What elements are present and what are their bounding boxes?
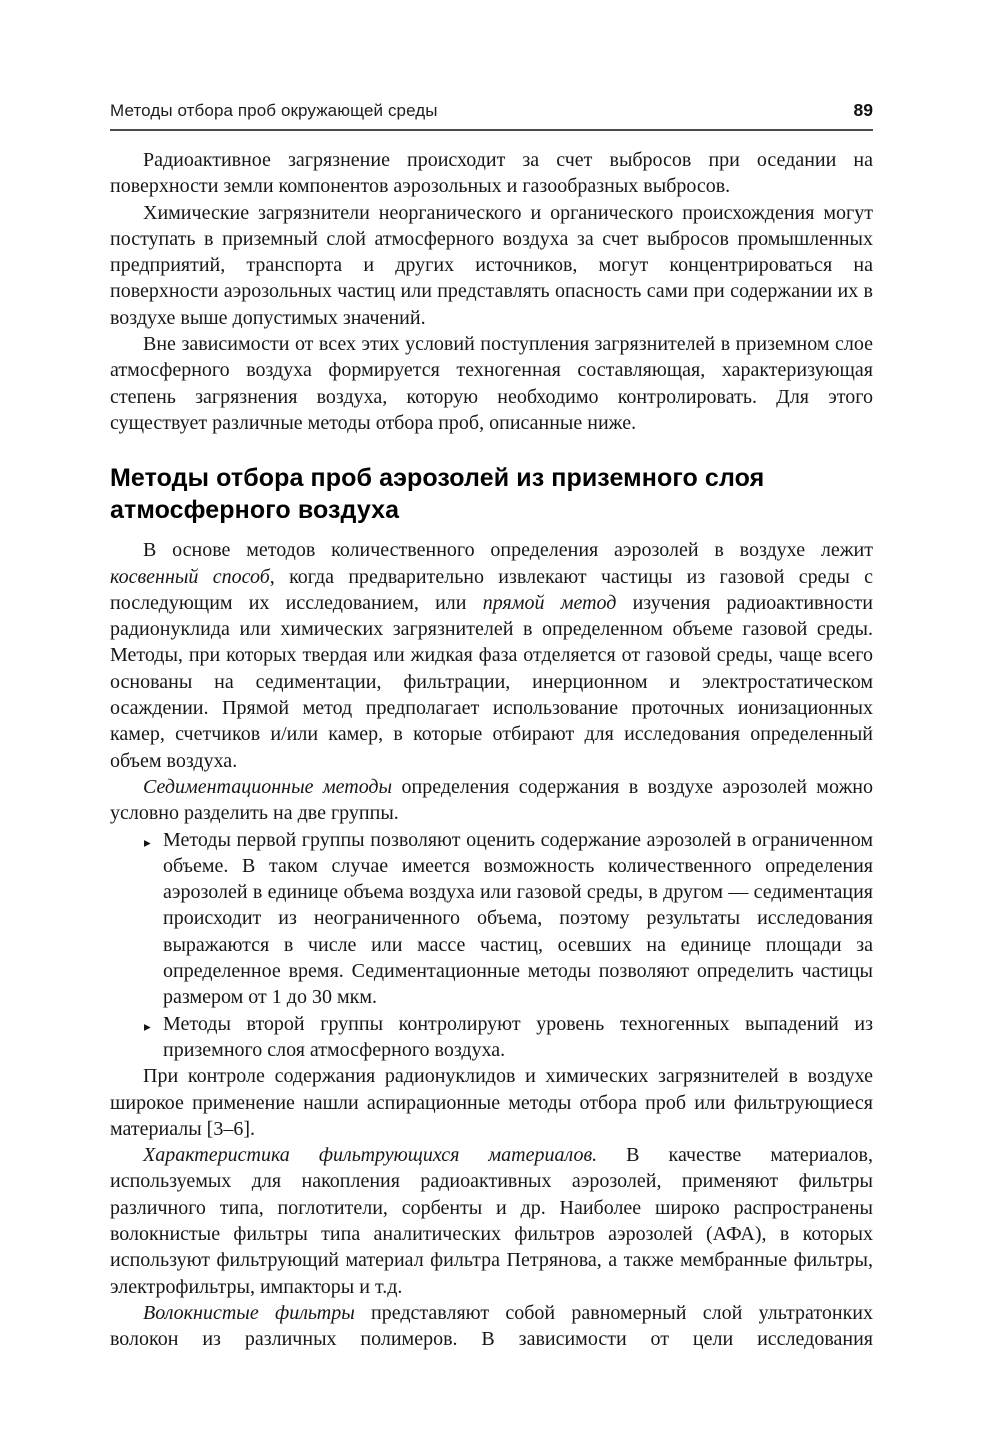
italic-text: Седиментационные методы (143, 775, 393, 798)
text: , когда предварительно извлекают частицы из газовой среды с последующим их исследованием, или (110, 565, 874, 614)
text: Методы первой группы позволяют оценить содержание аэрозолей в ограниченном объеме. В таком случае имеется возможность количественного определения аэрозолей в единице объема воздуха или газовой среды, в другом — седиментация происходит из неограниченного объема, поэтому результаты исследования выражаются в числе или массе частиц, осевших на единице площади за определенное время. Седиментационные методы позволяют определить частицы размером от 1 до 30 мкм. (163, 828, 873, 1009)
paragraph (110, 147, 873, 200)
paragraph (110, 537, 873, 774)
text: При контроле содержания радионуклидов и химических загрязнителей в воздухе широкое применение нашли аспирационные методы отбора проб или фильтрующиеся материалы [3–6]. (110, 1065, 873, 1140)
triangle-bullet-icon: ▸ (144, 1018, 151, 1035)
text: Радиоактивное загрязнение происходит за счет выбросов при оседании на поверхности земли компонентов аэрозольных и газообразных выбросов. (110, 149, 873, 198)
italic-text: Характеристика фильтрующихся материалов. (143, 1144, 598, 1167)
list-item (110, 1011, 873, 1064)
paragraph (110, 1142, 873, 1300)
triangle-bullet-icon: ▸ (144, 834, 151, 851)
text: Химические загрязнители неорганического и органического происхождения могут поступать в приземный слой атмосферного воздуха за счет выбросов промышленных предприятий, транспорта и других источников, могут концентрироваться на поверхности аэрозольных частиц или представлять опасность сами при содержании их в воздухе выше допустимых значений. (110, 201, 873, 329)
paragraph (110, 331, 873, 436)
paragraph (110, 1063, 873, 1142)
text: определения содержания в воздухе аэрозолей можно условно разделить на две группы. (110, 775, 873, 825)
list-item (110, 827, 873, 1011)
paragraph (110, 774, 873, 827)
page-header (110, 100, 873, 121)
list-item-text (163, 829, 873, 1009)
italic-text: прямой метод (482, 591, 617, 614)
text: Методы второй группы контролируют уровень техногенных выпадений из приземного слоя атмосферного воздуха. (163, 1012, 873, 1061)
text: В качестве материалов, используемых для накопления радиоактивных аэрозолей, применяют фильтры различного типа, поглотители, сорбенты и др. Наиболее широко распространены волокнистые фильтры типа аналитических фильтров аэрозолей (АФА), в которых используют фильтрующий материал фильтра Петрянова, а также мембранные фильтры, электрофильтры, импакторы и т.д. (110, 1144, 873, 1298)
paragraph (110, 200, 873, 331)
text: представляют собой равномерный слой ультратонких волокон из различных полимеров. В зависимости от цели исследования (110, 1301, 873, 1351)
paragraph (110, 1300, 873, 1353)
list-item-text (163, 1013, 873, 1061)
section-heading: Методы отбора проб аэрозолей из приземного слоя атмосферного воздуха (110, 464, 765, 525)
page-number: 89 (853, 100, 873, 120)
italic-text: Волокнистые фильтры (143, 1301, 355, 1324)
text: изучения радиоактивности радионуклида или химических загрязнителей в определенном объеме газовой среды. Методы, при которых твердая или жидкая фаза отделяется от газовой среды, чаще всего основаны на седиментации, фильтрации, инерционном и электростатическом осаждении. Прямой метод предполагает использование проточных ионизационных камер, счетчиков и/или камер, в которые отбирают для исследования определенный объем воздуха. (110, 591, 873, 772)
text: Вне зависимости от всех этих условий поступления загрязнителей в приземном слое атмосферного воздуха формируется техногенная составляющая, характеризующая степень загрязнения воздуха, которую необходимо контролировать. Для этого существует различные методы отбора проб, описанные ниже. (110, 333, 873, 434)
italic-text: косвенный способ (110, 565, 270, 588)
header-rule (110, 129, 873, 131)
text: В основе методов количественного определения аэрозолей в воздухе лежит (143, 539, 873, 562)
content (110, 147, 873, 1352)
running-head: Методы отбора проб окружающей среды (110, 101, 438, 120)
